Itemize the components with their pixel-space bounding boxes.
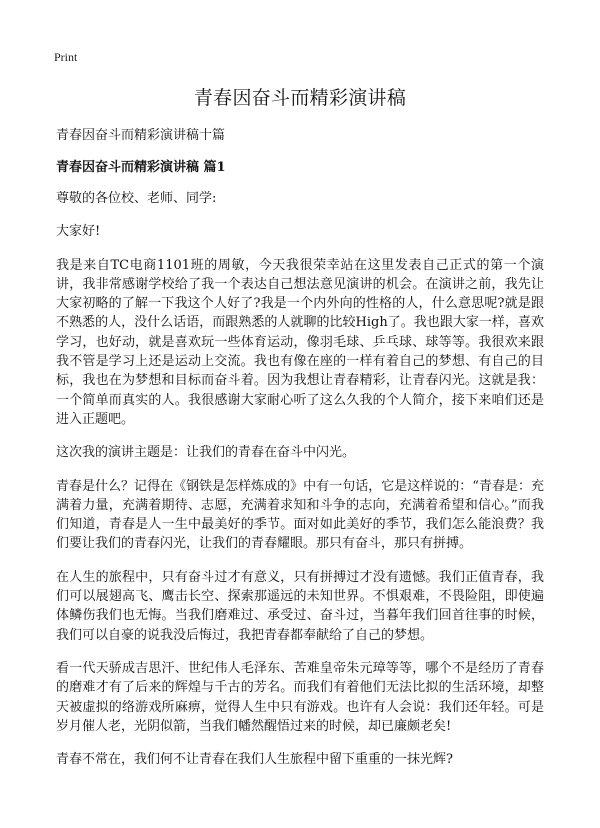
document-subtitle: 青春因奋斗而精彩演讲稿十篇 xyxy=(56,128,226,143)
print-link[interactable]: Print xyxy=(54,50,78,64)
paragraph-youth: 青春是什么？记得在《钢铁是怎样炼成的》中有一句话，它是这样说的：“青春是：充满着力量，充满着期待、志愿，充满着求知和斗争的志向，充满着希望和信心。”而我们知道，青春是人一生中最美好的季节。面对如此美好的季节，我们怎么能浪费？我们要让我们的青春闪光，让我们的青春耀眼。那只有奋斗，那只有拼搏。 xyxy=(56,478,544,552)
paragraph-closing: 青春不常在，我们何不让青春在我们人生旅程中留下重重的一抹光辉? xyxy=(56,752,453,768)
document-title: 青春因奋斗而精彩演讲稿 xyxy=(193,87,407,109)
salutation: 尊敬的各位校、老师、同学: xyxy=(56,191,217,206)
paragraph-intro: 我是来自TC电商1101班的周敏，今天我很荣幸站在这里发表自己正式的第一个演讲，我非常感谢学校给了我一个表达自己想法意见演讲的机会。在演讲之前，我先让大家初略的了解一下我这个人好了?我是一个内外向的性格的人，什么意思呢?就是跟不熟悉的人，没什么话语，而跟熟悉的人就聊的比较High了。我也跟大家一样，喜欢学习，也好动，就是喜欢玩一些体育运动，像羽毛球、乒乓球、球等等。我很欢来跟我不管是学习上还是运动上交流。我也有像在座的一样有着自己的梦想、有自己的目标，我也在为梦想和目标而奋斗着。因为我想让青春精彩，让青春闪光。这就是我：一个简单而真实的人。我很感谢大家耐心听了这么久我的个人简介，接下来咱们还是进入正题吧。 xyxy=(56,257,544,427)
paragraph-journey: 在人生的旅程中，只有奋斗过才有意义，只有拼搏过才没有遗憾。我们正值青春，我们可以展翅高飞、鹰击长空、探索那遥远的未知世界。不惧艰难，不畏险阻，即使遍体鳞伤我们也无悔。当我们磨难过、承受过、奋斗过，当暮年我们回首往事的时候，我们可以自豪的说我没后悔过，我把青春都奉献给了自己的梦想。 xyxy=(56,569,544,643)
greeting: 大家好! xyxy=(56,224,101,240)
section-heading: 青春因奋斗而精彩演讲稿 篇1 xyxy=(56,160,226,175)
paragraph-history: 看一代天骄成吉思汗、世纪伟人毛泽东、苦难皇帝朱元璋等等，哪个不是经历了青春的磨难才有了后来的辉煌与千古的芳名。而我们有着他们无法比拟的生活环境，却整天被虚拟的络游戏所麻痹，觉得人生中只有游戏。也许有人会说：我们还年轻。可是岁月催人老，光阴似箭，当我们幡然醒悟过来的时候，却已廉颇老矣! xyxy=(56,660,544,734)
paragraph-theme: 这次我的演讲主题是：让我们的青春在奋斗中闪光。 xyxy=(56,445,356,461)
